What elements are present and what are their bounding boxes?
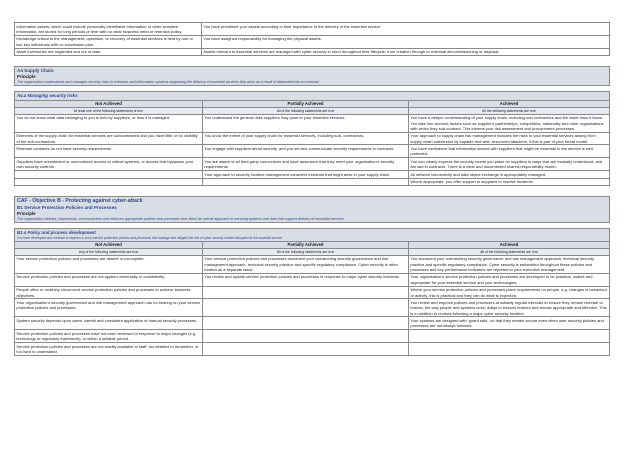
table-cell: Service protection policies and processes are not readily available to staff, too detailed to remember, or too hard to understand. [15, 343, 203, 356]
table-cell: Your organisation's security governance and risk management approach has no bearing on your service protection policies and processes. [15, 299, 203, 317]
table-cell [203, 343, 409, 356]
table-cell: Asset inventories are neglected and out of date. [15, 48, 202, 55]
table-cell: Service protection policies and processes have not been reviewed in response to major changes (e.g. technology or regulatory framework), or within a suitable period. [15, 330, 203, 343]
table-row [15, 145, 610, 158]
a4-description: The organisation understands and manages security risks to networks and information systems supporting the delivery of essential services that arise as a result of dependencies on external [17, 79, 319, 84]
table-row [15, 48, 610, 55]
table-cell: Service protection policies and processes are not applied universally or consistently. [15, 273, 203, 286]
table-cell: System security depends upon users' careful and consistent application of manual security processes. [15, 317, 203, 330]
b1-principle-band [14, 196, 610, 223]
b1-title: B1 Service Protection Policies and Processes [17, 205, 117, 210]
table-cell: You have prioritised your assets according to their importance to the delivery of the essential service. [202, 23, 610, 36]
b1a-title: B1.a Policy and process development [17, 230, 96, 236]
table-cell: You know the extent of your supply chain for essential services, including sub- contractors. [203, 132, 409, 145]
table-row [15, 178, 610, 185]
header-achieved: Achieved [409, 241, 610, 248]
table-cell: Information assets, which could include personally identifiable information or other sensitive information, are stored for long periods of time with no clear business need or retention policy. [15, 23, 202, 36]
table-cell: You have a deeper understanding of your supply chain, including sub-contractors and the wider risks it faces. You take into account factors such as supplier's partnerships, competitors, nationality and other organisations with which they sub-contract. This informs your risk assessment and procurement processes. [409, 114, 610, 132]
b1a-description: You have developed and continue to improve a set of service protection policies and processes that manage and mitigate the risk of cyber security-related disruption to the essential service. [17, 235, 283, 240]
a4a-requirements-table [14, 100, 610, 186]
table-cell: Your service protection policies and processes document your overarching security governance and risk management approach, technical security practice and specific regulatory compliance. Cyber security is often treated as a separate issue. [203, 255, 409, 273]
table-row [15, 255, 610, 273]
table-cell: Relevant contracts do not have security requirements. [15, 145, 203, 158]
table-cell: People often or routinely circumvent service protection policies and processes to achieve business objectives. [15, 286, 203, 299]
table-cell: Elements of the supply chain for essential services are subcontracted and you have little or no visibility of the sub-contractors. [15, 132, 203, 145]
table-cell: You have confidence that information shared with suppliers that might be essential to the service is well protected. [409, 145, 610, 158]
table-cell: Suppliers have unrestricted or unmonitored access to critical systems, or access that bypasses your own security controls. [15, 158, 203, 171]
table-cell [203, 299, 409, 317]
table-cell: You understand the general risks suppliers may pose to your essential services. [203, 114, 409, 132]
table-row [15, 286, 610, 299]
table-row [15, 114, 610, 132]
table-cell [203, 330, 409, 343]
header-partially-achieved: Partially Achieved [203, 100, 409, 107]
subheader-achieved: All of the following statements are true [409, 249, 610, 256]
table-row [15, 132, 610, 145]
table-cell: You engage with suppliers about security, and you set and communicate security requirements in contracts. [203, 145, 409, 158]
table-cell [203, 317, 409, 330]
table-cell: You document your overarching security governance and risk management approach, technical security practice and specific regulatory compliance. Cyber security is embedded throughout these policies and processes and key performance indicators are reported to your executive management. [409, 255, 610, 273]
table-cell [15, 171, 203, 178]
table-row [15, 317, 610, 330]
b1-principle-label: Principle [17, 211, 36, 216]
table-row [15, 299, 610, 317]
table-cell: Your organisation's service protection policies and processes are developed to be practical, usable and appropriate for your essential service and your technologies. [409, 273, 610, 286]
objective-b-title: CAF - Objective B - Protecting against cyber-attack [17, 198, 143, 204]
table-cell: You have assigned responsibility for managing the physical assets. [202, 35, 610, 48]
table-cell: All network connectivity and data object exchange is appropriately managed. [409, 171, 610, 178]
table-row [15, 171, 610, 178]
table-cell: Where your service protection policies and processes place requirements on people, e.g. changes in behaviour or activity, this is practical and they can do what is expected. [409, 286, 610, 299]
table-cell: Assets relevant to essential services are managed with cyber security in mind throughout their lifecycle, from creation through to eventual decommissioning or disposal. [202, 48, 610, 55]
a4a-section-title [14, 91, 610, 99]
a4-principle-label: Principle [17, 74, 36, 80]
b1a-section-title [14, 228, 610, 240]
b1a-requirements-table [14, 241, 610, 356]
header-not-achieved: Not Achieved [15, 241, 203, 248]
table-row [15, 35, 610, 48]
table-cell: You review and update service protection policies and processes in response to major cyber security incidents [203, 273, 409, 286]
table-row [15, 273, 610, 286]
table-cell [15, 178, 203, 185]
header-partially-achieved: Partially Achieved [203, 241, 409, 248]
header-not-achieved: Not Achieved [15, 100, 203, 107]
subheader-partially-achieved: All of the following statements are true [203, 249, 409, 256]
table-cell: Your systems are designed with 'guard rails', so that they remain secure even when user security policies and processes are not always followed. [409, 317, 610, 330]
table-cell [203, 178, 409, 185]
a4-title: A4 Supply Chain [17, 68, 54, 74]
subheader-not-achieved: At least one of the following statements is true [15, 108, 203, 115]
table-cell: Where appropriate, you offer support to suppliers to resolve incidents. [409, 178, 610, 185]
table-row [15, 330, 610, 343]
table-cell [409, 330, 610, 343]
table-cell: You review and improve policies and processes at suitably regular intervals to ensure they remain relevant to threats, the way people and systems work, adapt to lessons learned and remain appropriate and effective. This is in addition to reviews following a major cyber security incident. [409, 299, 610, 317]
a4-principle-band [14, 66, 610, 86]
subheader-not-achieved: Any of the following statements are true [15, 249, 203, 256]
table-cell: Knowledge critical to the management, operation, or recovery of essential services is held by one or two key individuals with no succession plan. [15, 35, 202, 48]
table-cell: Your approach to security incident management considers incidents that might arise in your supply chain. [203, 171, 409, 178]
subheader-achieved: All the following statements are true [409, 108, 610, 115]
table-cell [203, 286, 409, 299]
document-page [14, 22, 610, 356]
table-cell: You are aware of all third-party connections and have assurance that they meet your organisation's security requirements. [203, 158, 409, 171]
table-row [15, 158, 610, 171]
table-cell: You do not know what data belonging to you is held by suppliers, or how it is managed. [15, 114, 203, 132]
subheader-partially-achieved: All of the following statements are true [203, 108, 409, 115]
table-cell: You can clearly express the security needs you place on suppliers in ways that are mutually understood, and are laid in contracts. There is a clear and documented shared-responsibility model. [409, 158, 610, 171]
a4a-title: A4.a Managing security risks [17, 93, 78, 99]
header-achieved: Achieved [409, 100, 610, 107]
table-cell [409, 343, 610, 356]
table-cell: Your service protection policies and processes are absent or incomplete. [15, 255, 203, 273]
table-row [15, 343, 610, 356]
b1-description: The organisation defines, implements, communicates and enforces appropriate policies and processes that direct its overall approach to securing systems and data that support delivery of essential services. [17, 216, 345, 221]
table-cell: Your approach to supply chain risk management includes the risks to your essential services arising from supply chain subversion by capable and well- resourced attackers, if this is part of your threat model. [409, 132, 610, 145]
asset-management-table [14, 22, 610, 56]
table-row [15, 23, 610, 36]
